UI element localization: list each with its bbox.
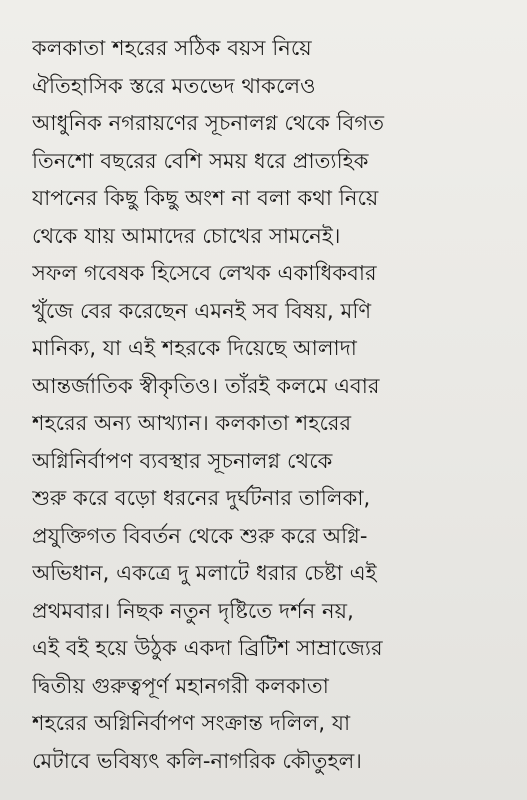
blurb-line: এই বই হয়ে উঠুক একদা ব্রিটিশ সাম্রাজ্যের	[32, 636, 383, 660]
blurb-line: তিনশো বছরের বেশি সময় ধরে প্রাত্যহিক	[32, 148, 369, 173]
blurb-line: সফল গবেষক হিসেবে লেখক একাধিকবার	[32, 261, 377, 285]
blurb-line: আধুনিক নগরায়ণের সূচনালগ্ন থেকে বিগত	[32, 111, 385, 135]
blurb-line: মানিক্য, যা এই শহরকে দিয়েছে আলাদা	[32, 336, 357, 360]
blurb-line: আন্তর্জাতিক স্বীকৃতিও। তাঁরই কলমে এবার	[32, 373, 380, 398]
blurb-line: অভিধান, একত্রে দু মলাটে ধরার চেষ্টা এই	[32, 561, 377, 585]
blurb-line: শুরু করে বড়ো ধরনের দুর্ঘটনার তালিকা,	[32, 486, 371, 510]
blurb-line: ঐতিহাসিক স্তরে মতভেদ থাকলেও	[32, 73, 316, 98]
blurb-line: যাপনের কিছু কিছু অংশ না বলা কথা নিয়ে	[32, 186, 379, 210]
blurb-line: দ্বিতীয় গুরুত্বপূর্ণ মহানগরী কলকাতা	[32, 673, 329, 698]
blurb-line: শহরের অন্য আখ্যান। কলকাতা শহরের	[32, 411, 352, 435]
blurb-line: মেটাবে ভবিষ্যৎ কলি-নাগরিক কৌতুহল।	[32, 748, 363, 773]
blurb-line: অগ্নিনির্বাপণ ব্যবস্থার সূচনালগ্ন থেকে	[32, 448, 333, 473]
blurb-line: খুঁজে বের করেছেন এমনই সব বিষয়, মণি	[32, 298, 372, 323]
blurb-line: থেকে যায় আমাদের চোখের সামনেই।	[32, 223, 341, 248]
blurb-line: কলকাতা শহরের সঠিক বয়স নিয়ে	[32, 36, 312, 60]
blurb-line: প্রযুক্তিগত বিবর্তন থেকে শুরু করে অগ্নি-	[32, 523, 368, 548]
blurb-line: প্রথমবার। নিছক নতুন দৃষ্টিতে দর্শন নয়,	[32, 598, 354, 623]
blurb-text	[32, 30, 510, 780]
blurb-line: শহরের অগ্নিনির্বাপণ সংক্রান্ত দলিল, যা	[32, 711, 351, 735]
